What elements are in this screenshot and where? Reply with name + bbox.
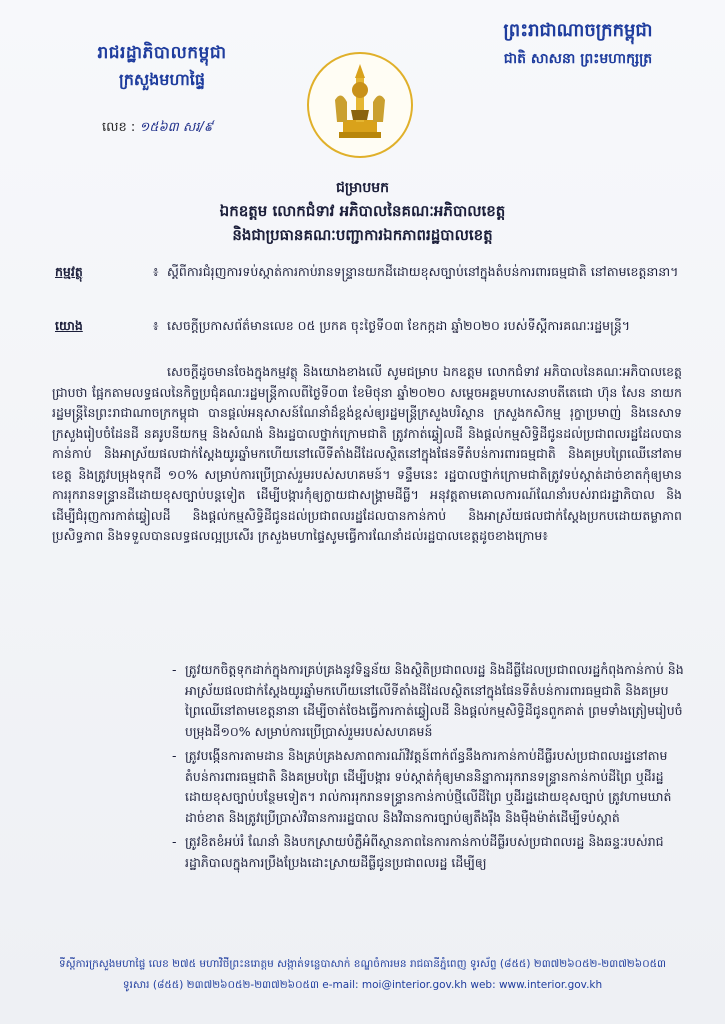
footer-address: ទីស្តីការក្រសួងមហាផ្ទៃ លេខ ២៧៥ មហាវិថីព្រះនរោត្តម សង្កាត់ទន្លេបាសាក់ ខណ្ឌចំការមន រាជធានីភ្នំពេញ ទូរស័ព្ទ (៨៥៥) ២៣៧២៦០៥២-២៣៧២៦០៥៣ xyxy=(58,958,667,970)
footer-contact xyxy=(0,958,725,994)
list-item xyxy=(60,832,690,873)
list-item-text: ត្រូវខិតខំអប់រំ ណែនាំ និងបកស្រាយបំភ្លឺអំពីស្ថានភាពនៃការកាន់កាប់ដីធ្លីរបស់ប្រជាពលរដ្ឋ និងឆន្ទៈរបស់រាជរដ្ឋាភិបាលក្នុងការប្រឹងប្រែងដោះស្រាយដីធ្លីជូនប្រជាពលរដ្ឋ ដើម្បីឲ្យ xyxy=(185,834,664,870)
addressee-block xyxy=(0,178,725,248)
subject-label: កម្មវត្ថុ xyxy=(55,264,83,279)
list-item xyxy=(60,746,690,828)
list-item xyxy=(60,660,690,742)
reference-colon: ៖ xyxy=(153,318,159,333)
reference-number xyxy=(62,119,262,138)
national-motto-block xyxy=(468,18,688,70)
list-item-text: ត្រូវយកចិត្តទុកដាក់ក្នុងការគ្រប់គ្រងនូវទិន្នន័យ និងស្ថិតិប្រជាពលរដ្ឋ និងដីធ្លីដែលប្រជាពលរដ្ឋកំពុងកាន់កាប់ និងអាស្រ័យផលជាក់ស្តែងយូរឆ្នាំមកហើយនៅលើទីតាំងដីដែលស្ថិតនៅក្នុងផែនទីតំបន់ការពារធម្មជាតិ និងគម្របព្រៃឈើនៅតាមខេត្តនានា ដើម្បីចាត់ចែងធ្វើការកាត់ឆ្វៀលដី និងផ្តល់កម្មសិទ្ធិដីជូនពួកគាត់ ព្រមទាំងត្រៀមរៀបចំបម្រុងដី១០% សម្រាប់ការប្រើប្រាស់រួមរបស់សហគមន៍ xyxy=(185,662,684,739)
instruction-list xyxy=(60,660,690,877)
bullet-marker: - xyxy=(172,662,177,677)
reference-label: យោង xyxy=(55,318,83,333)
subject-colon: ៖ xyxy=(153,264,159,279)
kingdom-name: ព្រះរាជាណាចក្រកម្ពុជា xyxy=(503,20,653,41)
list-item-text: ត្រូវបង្កើនការតាមដាន និងគ្រប់គ្រងសភាពការណ៍វិវត្តន៍ពាក់ព័ន្ធនឹងការកាន់កាប់ដីធ្លីរបស់ប្រជាពលរដ្ឋនៅតាមតំបន់ការពារធម្មជាតិ និងគម្របព្រៃ ដើម្បីបង្ការ ទប់ស្កាត់កុំឲ្យមាននិន្នាការរុករានទន្ទ្រានកាន់កាប់ដីព្រៃ ឬដីរដ្ឋដោយខុសច្បាប់បន្ថែមទៀត។ រាល់ការរុករានទន្ទ្រានកាន់កាប់ថ្មីលើដីព្រៃ ឬដីរដ្ឋដោយខុសច្បាប់ ត្រូវហាមឃាត់ដាច់ខាត និងត្រូវប្រើប្រាស់វិធានការរដ្ឋបាល និងវិធានការច្បាប់ឲ្យតឹងរ៉ឹង និងម៉ឺងម៉ាត់ដើម្បីទប់ស្កាត់ xyxy=(185,748,672,825)
footer-fax-email-web: ទូរសារ (៨៥៥) ២៣៧២៦០៥២-២៣៧២៦០៥៣ e-mail: moi@interior.gov.kh web: www.interior.gov.kh xyxy=(122,979,603,991)
main-paragraph-text: សេចក្តីដូចមានចែងក្នុងកម្មវត្ថុ និងយោងខាងលើ សូមជម្រាប ឯកឧត្តម លោកជំទាវ អភិបាលនៃគណៈអភិបាលខេត្ត ជ្រាបថា ផ្អែកតាមលទ្ធផលនៃកិច្ចប្រជុំគណៈរដ្ឋមន្ត្រីកាលពីថ្ងៃទី០៣ ខែមិថុនា ឆ្នាំ២០២០ សម្តេចអគ្គមហាសេនាបតីតេជោ ហ៊ុន សែន នាយករដ្ឋមន្ត្រីនៃព្រះរាជាណាចក្រកម្ពុជា បានផ្តល់អនុសាសន៍ណែនាំដ៏ខ្ពង់ខ្ពស់ឲ្យរដ្ឋមន្ត្រីក្រសួងបរិស្ថាន ក្រសួងកសិកម្ម រុក្ខាប្រមាញ់ និងនេសាទ ក្រសួងរៀបចំដែនដី នគរូបនីយកម្ម និងសំណង់ និងរដ្ឋបាលថ្នាក់ក្រោមជាតិ ត្រូវកាត់ឆ្វៀលដី និងផ្តល់កម្មសិទ្ធិដីជូនដល់ប្រជាពលរដ្ឋដែលបានកាន់កាប់ និងអាស្រ័យផលជាក់ស្តែងយូរឆ្នាំមកហើយនៅលើទីតាំងដីដែលស្ថិតនៅក្នុងផែនទីតំបន់ការពារធម្មជាតិ និងគម្របព្រៃឈើនៅតាមខេត្ត និងត្រូវបម្រុងទុកដី ១០% សម្រាប់ការប្រើប្រាស់រួមរបស់សហគមន៍។ ទន្ទឹមនេះ រដ្ឋបាលថ្នាក់ក្រោមជាតិត្រូវទប់ស្កាត់ដាច់ខាតកុំឲ្យមានការរុករានទន្ទ្រានដីដោយខុសច្បាប់បន្តទៀត ដើម្បីបង្ការកុំឲ្យក្លាយជាសង្គ្រាមដីធ្លី។ អនុវត្តតាមគោលការណ៍ណែនាំរបស់រាជរដ្ឋាភិបាល និងដើម្បីជំរុញការកាត់ឆ្វៀលដី និងផ្តល់កម្មសិទ្ធិដីជូនដល់ប្រជាពលរដ្ឋដែលបានកាន់កាប់ និងអាស្រ័យផលជាក់ស្តែងប្រកបដោយតម្លាភាព ប្រសិទ្ធភាព និងទទួលបានលទ្ធផលល្អប្រសើរ ក្រសួងមហាផ្ទៃសូមធ្វើការណែនាំដល់រដ្ឋបាលខេត្តដូចខាងក្រោម៖ xyxy=(52,364,682,543)
salutation: ជម្រាបមក xyxy=(335,180,390,196)
reference-prefix: លេខ : xyxy=(102,120,136,135)
reference-text: សេចក្តីប្រកាសព័ត៌មានលេខ ០៥ ប្រកគ ចុះថ្ងៃទី០៣ ខែកក្កដា ឆ្នាំ២០២០ របស់ទីស្តីការគណៈរដ្ឋមន្ត្រី។ xyxy=(167,318,631,333)
royal-emblem-icon xyxy=(305,50,415,160)
bullet-marker: - xyxy=(172,834,177,849)
issuer-block xyxy=(62,42,262,138)
addressee-line-2: និងជាប្រធានគណៈបញ្ជាការឯកភាពរដ្ឋបាលខេត្ត xyxy=(232,226,493,244)
addressee-line-1: ឯកឧត្តម លោកជំទាវ អភិបាលនៃគណៈអភិបាលខេត្ត xyxy=(219,202,506,220)
bullet-marker: - xyxy=(172,748,177,763)
subject-text: ស្តីពីការជំរុញការទប់ស្កាត់ការកាប់រានទន្ទ្រានយកដីដោយខុសច្បាប់នៅក្នុងតំបន់ការពារធម្មជាតិ នៅតាមខេត្តនានា។ xyxy=(167,264,679,279)
national-motto: ជាតិ សាសនា ព្រះមហាក្សត្រ xyxy=(503,51,653,67)
ministry-name: ក្រសួងមហាផ្ទៃ xyxy=(118,70,205,89)
government-name: រាជរដ្ឋាភិបាលកម្ពុជា xyxy=(97,43,227,63)
main-paragraph xyxy=(52,362,682,547)
reference-value: ១៥៦៣ សរ/៩ xyxy=(139,120,213,135)
